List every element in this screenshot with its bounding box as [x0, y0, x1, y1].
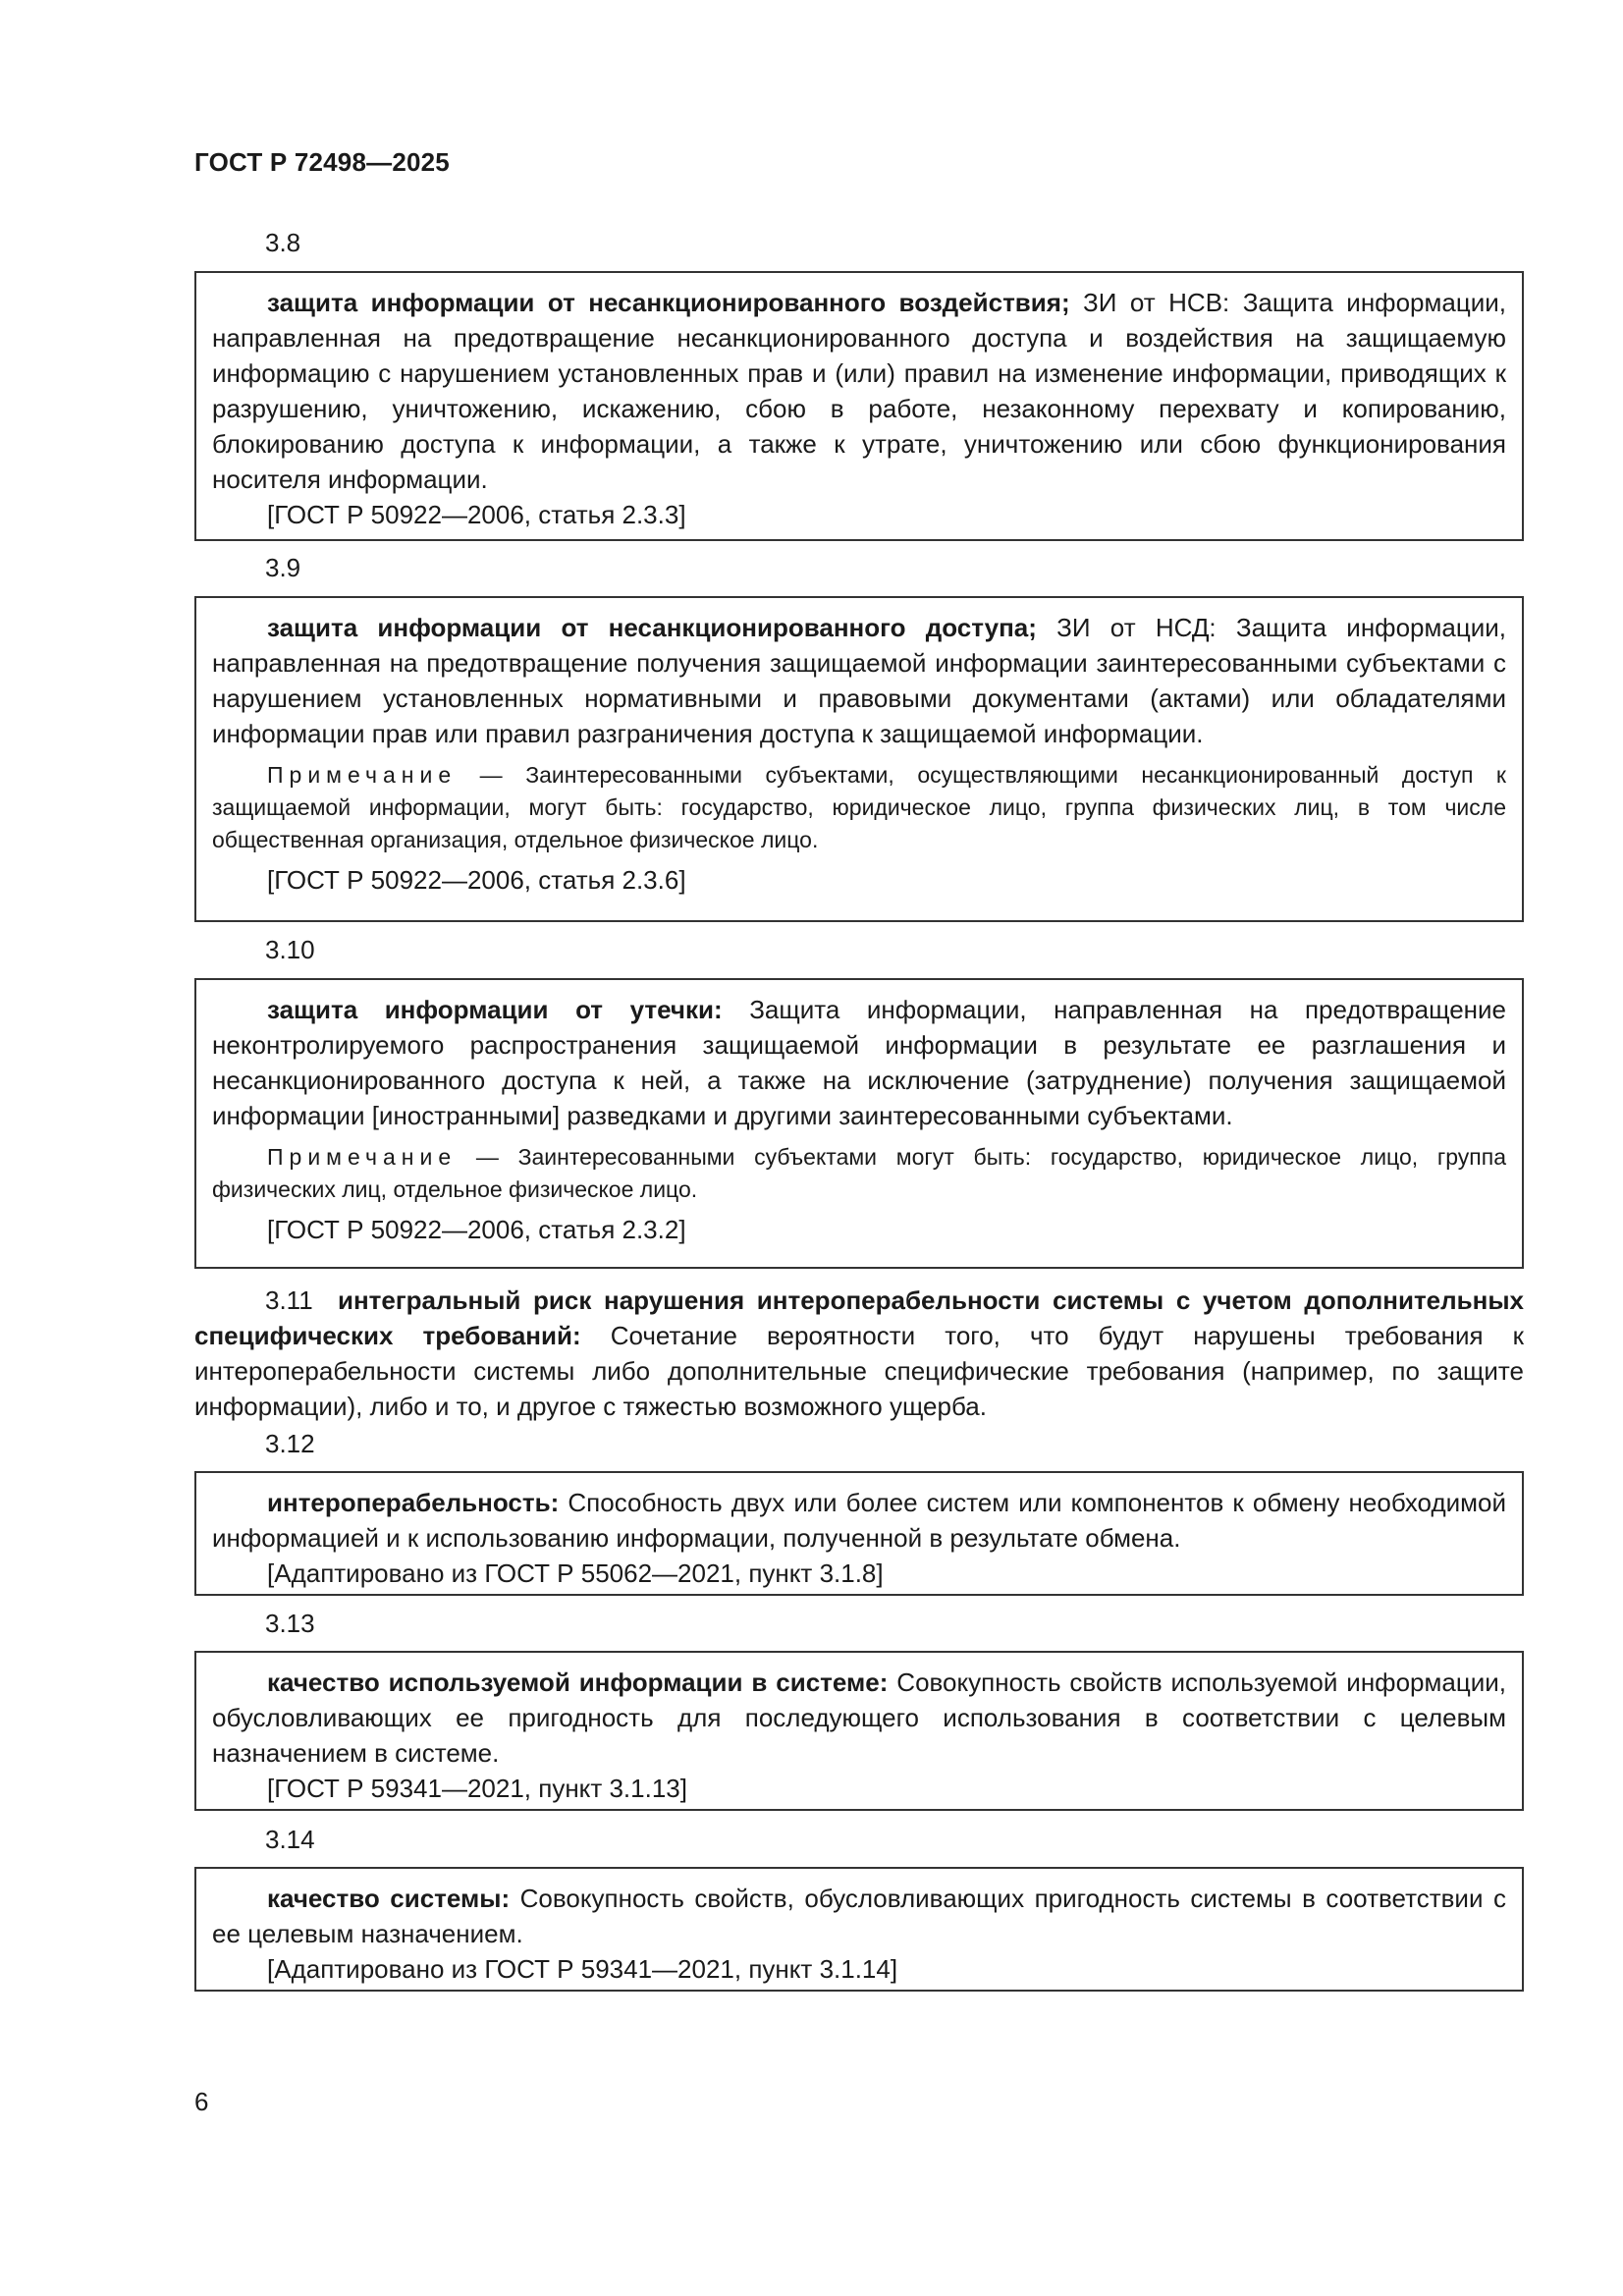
term-definition	[212, 992, 1506, 1133]
note-text: — Заинтересованными субъектами могут быть: государство, юридическое лицо, группа физических лиц, отдельное физическое лицо.	[212, 1144, 1506, 1202]
source-reference: [ГОСТ Р 59341—2021, пункт 3.1.13]	[267, 1774, 687, 1803]
entry-number: 3.10	[265, 935, 315, 964]
term-title: качество используемой информации в системе:	[267, 1667, 889, 1697]
page-number: 6	[194, 2087, 209, 2116]
term-title: защита информации от несанкционированного воздействия;	[267, 288, 1070, 317]
term-definition	[212, 1881, 1506, 1951]
note-label: Примечание	[267, 762, 458, 788]
term-definition	[212, 285, 1506, 497]
entry-number: 3.9	[265, 553, 301, 582]
document-header: ГОСТ Р 72498—2025	[194, 147, 450, 177]
term-definition	[212, 610, 1506, 751]
note	[212, 759, 1506, 856]
term-box	[194, 271, 1524, 541]
plain-entry	[194, 1283, 1524, 1424]
term-box	[194, 978, 1524, 1269]
term-title: интегральный риск нарушения интероперабельности системы с учетом дополнительных специфических требований:	[194, 1285, 1525, 1350]
source-reference: [ГОСТ Р 50922—2006, статья 2.3.3]	[267, 500, 686, 529]
entry-number: 3.8	[265, 228, 301, 257]
term-definition	[212, 1665, 1506, 1771]
definition-text: ЗИ от НСВ: Защита информации, направленная на предотвращение несанкционированного доступа и воздействия на защищаемую информацию с нарушением установленных прав и (или) правил на изменение информации, приводящих к разрушению, уничтожению, искажению, сбою в работе, незаконному перехвату и копированию, блокированию доступа к информации, а также к утрате, уничтожению или сбою функционирования носителя информации.	[212, 288, 1506, 494]
entry-number: 3.11	[265, 1285, 313, 1315]
note-text: — Заинтересованными субъектами, осуществляющими несанкционированный доступ к защищаемой информации, могут быть: государство, юридическое лицо, группа физических лиц, в том числе общественная организация, отдельное физическое лицо.	[212, 762, 1506, 852]
term-title: качество системы:	[267, 1884, 511, 1913]
term-title: защита информации от утечки:	[267, 995, 723, 1024]
entry-number: 3.14	[265, 1825, 315, 1854]
source-reference: [ГОСТ Р 50922—2006, статья 2.3.6]	[267, 865, 686, 895]
term-box	[194, 1867, 1524, 1992]
definition-text: Защита информации, направленная на предотвращение неконтролируемого распространения защищаемой информации в результате ее разглашения и несанкционированного доступа к ней, а также на исключение (затруднение) получения защищаемой информации [иностранными] разведками и другими заинтересованными субъектами.	[212, 995, 1506, 1130]
source-reference: [ГОСТ Р 50922—2006, статья 2.3.2]	[267, 1215, 686, 1244]
term-definition	[194, 1283, 1524, 1424]
note	[212, 1141, 1506, 1206]
term-box	[194, 1471, 1524, 1596]
term-box	[194, 596, 1524, 922]
note-label: Примечание	[267, 1144, 458, 1170]
term-box	[194, 1651, 1524, 1811]
definition-text: Способность двух или более систем или компонентов к обмену необходимой информацией и к использованию информации, полученной в результате обмена.	[212, 1488, 1506, 1553]
entry-number: 3.12	[265, 1429, 315, 1458]
source-reference: [Адаптировано из ГОСТ Р 59341—2021, пункт 3.1.14]	[267, 1954, 898, 1984]
definition-text: Совокупность свойств, обусловливающих пригодность системы в соответствии с ее целевым назначением.	[212, 1884, 1506, 1948]
definition-text: ЗИ от НСД: Защита информации, направленная на предотвращение получения защищаемой информации заинтересованными субъектами с нарушением установленных нормативными и правовыми документами (актами) или обладателями информации прав или правил разграничения доступа к защищаемой информации.	[212, 613, 1506, 748]
term-title: защита информации от несанкционированного доступа;	[267, 613, 1037, 642]
definition-text: Совокупность свойств используемой информации, обусловливающих ее пригодность для последующего использования в соответствии с целевым назначением в системе.	[212, 1667, 1506, 1768]
definition-text: Сочетание вероятности того, что будут нарушены требования к интероперабельности системы либо дополнительные специфические требования (например, по защите информации), либо и то, и другое с тяжестью возможного ущерба.	[194, 1321, 1524, 1421]
term-definition	[212, 1485, 1506, 1556]
entry-number: 3.13	[265, 1609, 315, 1638]
source-reference: [Адаптировано из ГОСТ Р 55062—2021, пункт 3.1.8]	[267, 1558, 884, 1588]
term-title: интероперабельность:	[267, 1488, 560, 1517]
